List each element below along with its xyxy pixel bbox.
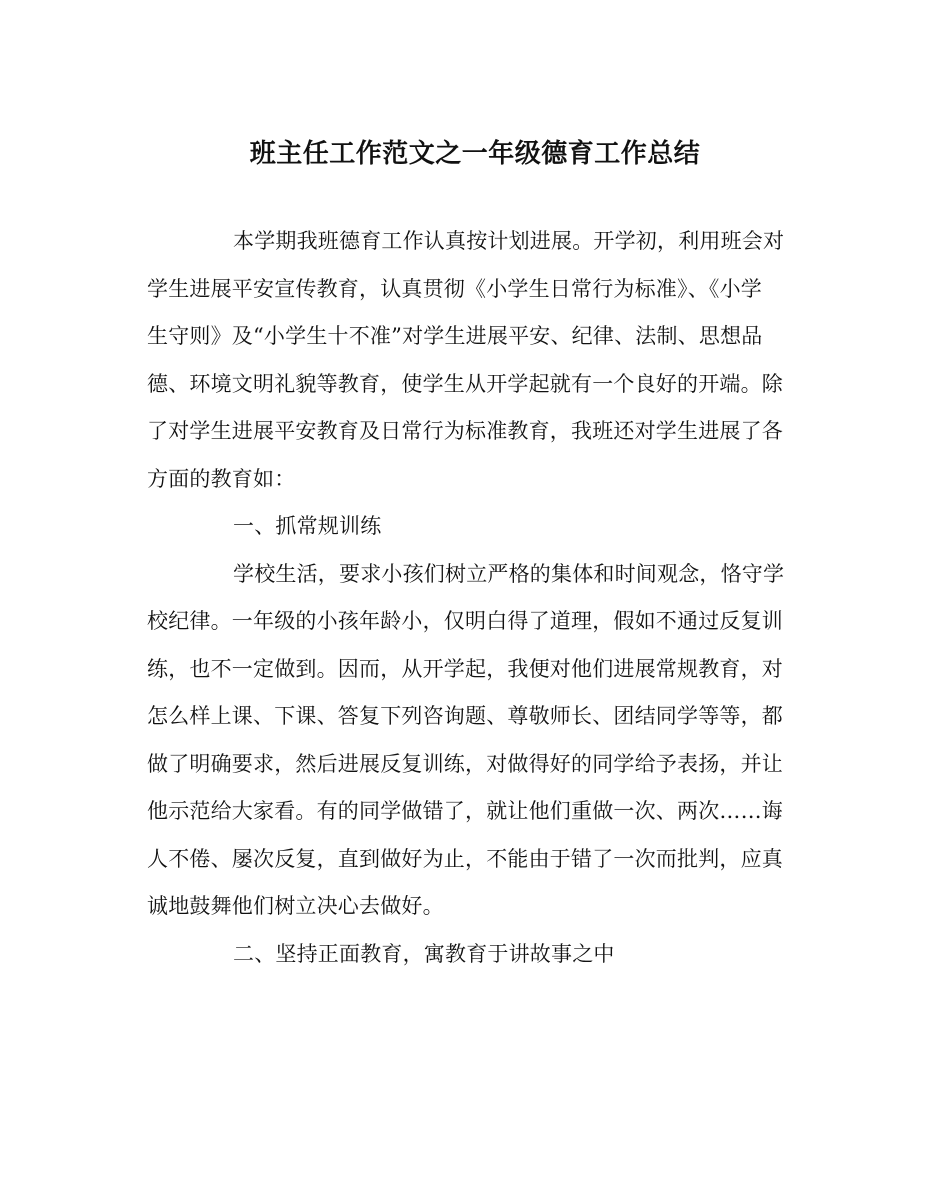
paragraph-line: 学生进展平安宣传教育，认真贯彻《小学生日常行为标准》、《小学 [147,276,762,301]
section-heading: 二、坚持正面教育，寓教育于讲故事之中 [233,941,615,966]
paragraph-line: 生守则》及“小学生十不准”对学生进展平安、纪律、法制、思想品 [147,324,763,348]
document-body [147,218,803,978]
paragraph-line: 了对学生进展平安教育及日常行为标准教育，我班还对学生进展了各 [147,419,783,443]
paragraph-line: 方面的教育如： [147,466,296,491]
paragraph-line: 怎么样上课、下课、答复下列咨询题、尊敬师长、团结同学等等，都 [147,704,783,728]
paragraph-line: 校纪律。一年级的小孩年龄小，仅明白得了道理，假如不通过反复训 [147,609,783,633]
document-title: 班主任工作范文之一年级德育工作总结 [249,139,701,169]
paragraph-line: 他示范给大家看。有的同学做错了，就让他们重做一次、两次……诲 [147,799,783,823]
paragraph-line: 练，也不一定做到。因而，从开学起，我便对他们进展常规教育，对 [147,656,783,681]
paragraph-line: 学校生活，要求小孩们树立严格的集体和时间观念，恪守学 [233,561,785,586]
paragraph-line: 德、环境文明礼貌等教育，使学生从开学起就有一个良好的开端。除 [147,371,783,396]
paragraph-line: 人不倦、屡次反复，直到做好为止，不能由于错了一次而批判，应真 [147,846,783,871]
paragraph-line: 本学期我班德育工作认真按计划进展。开学初，利用班会对 [233,229,785,253]
section-heading: 一、抓常规训练 [233,514,382,538]
paragraph-line: 做了明确要求，然后进展反复训练，对做得好的同学给予表扬，并让 [147,751,783,776]
paragraph-line: 诚地鼓舞他们树立决心去做好。 [147,894,444,918]
